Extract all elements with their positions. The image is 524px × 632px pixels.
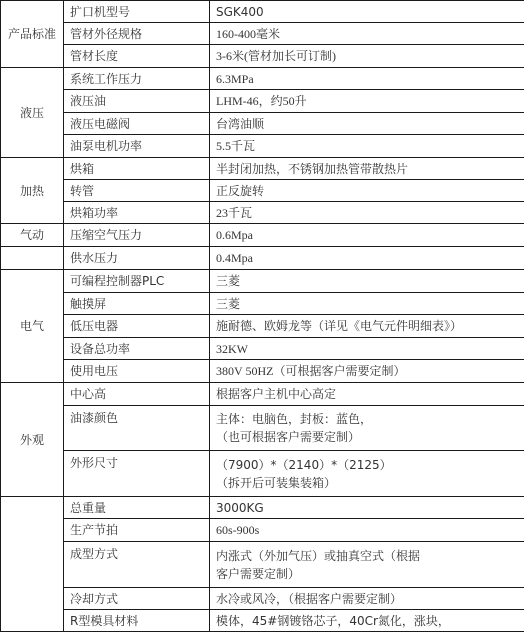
spec-label: 油漆颜色 (64, 406, 210, 451)
spec-label: 可编程控制器PLC (64, 270, 210, 293)
spec-label: 总重量 (64, 497, 210, 519)
category-cell: 产品标准 (1, 1, 64, 68)
spec-label: 烘箱 (64, 158, 210, 180)
table-row (1, 497, 524, 519)
spec-value: 160-400毫米 (210, 23, 524, 45)
spec-label: 成型方式 (64, 542, 210, 588)
spec-value: 60s-900s (210, 519, 524, 542)
spec-label: 压缩空气压力 (64, 224, 210, 247)
table-row (1, 293, 524, 315)
spec-value: 32KW (210, 338, 524, 360)
spec-value: 23千瓦 (210, 202, 524, 224)
category-cell: 电气 (1, 270, 64, 383)
spec-label: 低压电器 (64, 315, 210, 338)
spec-value: 6.3MPa (210, 68, 524, 90)
table-row (1, 542, 524, 588)
table-row (1, 113, 524, 135)
spec-label: 外形尺寸 (64, 451, 210, 497)
spec-label: R型模具材料 (64, 610, 210, 632)
spec-label: 触摸屏 (64, 293, 210, 315)
table-row (1, 338, 524, 360)
spec-label: 冷却方式 (64, 588, 210, 610)
table-row (1, 247, 524, 270)
spec-value: （7900）*（2140）*（2125） （拆开后可装集装箱） (210, 451, 524, 497)
spec-value: 主体：电脑色，封板：蓝色， （也可根据客户需要定制） (210, 406, 524, 451)
table-row (1, 45, 524, 68)
category-cell (1, 247, 64, 270)
table-row (1, 406, 524, 451)
table-row (1, 68, 524, 90)
spec-value: 380V 50HZ（可根据客户需要定制） (210, 360, 524, 383)
table-row (1, 270, 524, 293)
spec-label: 扩口机型号 (64, 1, 210, 23)
spec-value: 内涨式（外加气压）或抽真空式（根据 客户需要定制） (210, 542, 524, 588)
spec-label: 油泵电机功率 (64, 135, 210, 158)
table-row (1, 23, 524, 45)
table-row (1, 1, 524, 23)
spec-label: 管材长度 (64, 45, 210, 68)
spec-value: 半封闭加热，不锈钢加热管带散热片 (210, 158, 524, 180)
category-cell: 外观 (1, 383, 64, 497)
table-row (1, 383, 524, 406)
category-cell: 气动 (1, 224, 64, 247)
table-row (1, 360, 524, 383)
table-row (1, 588, 524, 610)
spec-label: 烘箱功率 (64, 202, 210, 224)
spec-value: 三菱 (210, 270, 524, 293)
spec-label: 设备总功率 (64, 338, 210, 360)
table-row (1, 202, 524, 224)
spec-value: 3-6米(管材加长可订制) (210, 45, 524, 68)
spec-value: 台湾油顺 (210, 113, 524, 135)
category-cell: 液压 (1, 68, 64, 158)
table-row (1, 451, 524, 497)
spec-label: 液压电磁阀 (64, 113, 210, 135)
spec-value: 施耐德、欧姆龙等（详见《电气元件明细表》） (210, 315, 524, 338)
spec-label: 管材外径规格 (64, 23, 210, 45)
spec-value: 水冷或风冷，（根据客户需要定制） (210, 588, 524, 610)
table-row (1, 519, 524, 542)
table-row (1, 180, 524, 202)
spec-value: 正反旋转 (210, 180, 524, 202)
table-row (1, 224, 524, 247)
spec-label: 使用电压 (64, 360, 210, 383)
table-row (1, 90, 524, 113)
table-row (1, 158, 524, 180)
table-row (1, 135, 524, 158)
spec-label: 生产节拍 (64, 519, 210, 542)
spec-value: SGK400 (210, 1, 524, 23)
table-row (1, 610, 524, 632)
spec-value: 模体，45#钢镀铬芯子，40Cr氮化，涨块， (210, 610, 524, 632)
spec-value: 0.4Mpa (210, 247, 524, 270)
spec-value: 5.5千瓦 (210, 135, 524, 158)
spec-label: 转管 (64, 180, 210, 202)
category-cell: 加热 (1, 158, 64, 224)
spec-label: 系统工作压力 (64, 68, 210, 90)
spec-value: 0.6Mpa (210, 224, 524, 247)
spec-label: 供水压力 (64, 247, 210, 270)
spec-label: 液压油 (64, 90, 210, 113)
spec-value: 三菱 (210, 293, 524, 315)
category-cell (1, 497, 64, 632)
table-row (1, 315, 524, 338)
spec-value: LHM-46，约50升 (210, 90, 524, 113)
spec-value: 根据客户主机中心高定 (210, 383, 524, 406)
spec-value: 3000KG (210, 497, 524, 519)
spec-label: 中心高 (64, 383, 210, 406)
